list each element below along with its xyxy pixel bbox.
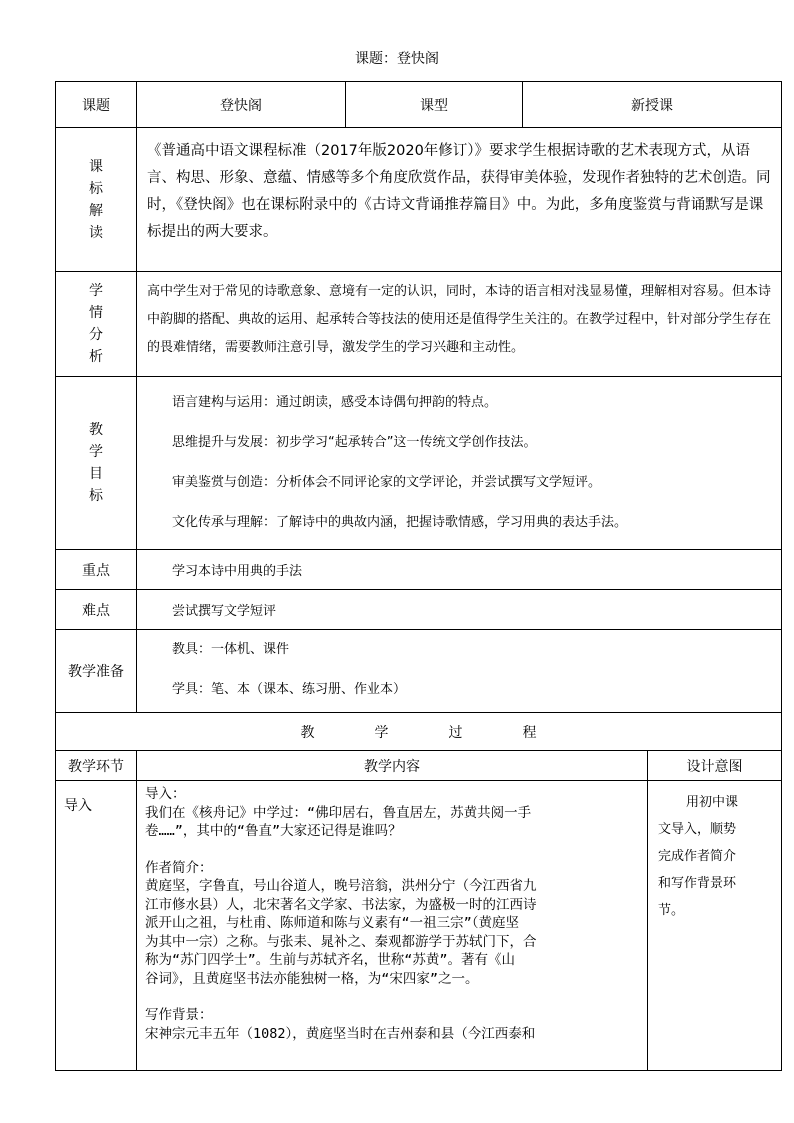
difficulty-text: 尝试撰写文学短评 [137, 590, 782, 630]
preparation-row [56, 630, 782, 713]
process-title-row [56, 713, 782, 751]
preparation-item: 学具：笔、本（课本、练习册、作业本） [172, 682, 407, 697]
preparation-label: 教学准备 [56, 630, 137, 713]
content-header: 教学内容 [137, 751, 648, 781]
topic-value: 登快阁 [137, 82, 346, 128]
key-point-row [56, 550, 782, 590]
goals-row [56, 377, 782, 550]
type-label: 课型 [346, 82, 523, 128]
header-row [56, 82, 782, 128]
intro-content: 导入： 我们在《核舟记》中学过：“佛印居右，鲁直居左，苏黄共阅一手 卷……”，其中的“鲁直”大家还记得是谁吗？ 作者简介： 黄庭坚，字鲁直，号山谷道人，晚号涪翁，洪州分宁（今江西省九 江市修水县）人，北宋著名文学家、书法家，为盛极一时的江西诗 派开山之祖，与杜甫、陈师道和陈与义素有“一祖三宗”（黄庭坚 为其中一宗）之称。与张耒、晁补之、秦观都游学于苏轼门下，合 称为“苏门四学士”。生前与苏轼齐名，世称“苏黄”。著有《山 谷词》，且黄庭坚书法亦能独树一格，为“宋四家”之一。 写作背景： 宋神宗元丰五年（1082），黄庭坚当时在吉州泰和县（今江西泰和 [137, 781, 648, 1071]
page-title: 课题：登快阁 [355, 51, 439, 67]
type-value: 新授课 [523, 82, 782, 128]
difficulty-row [56, 590, 782, 630]
key-point-text: 学习本诗中用典的手法 [137, 550, 782, 590]
goal-item: 文化传承与理解：了解诗中的典故内涵，把握诗歌情感，学习用典的表达手法。 [172, 515, 628, 530]
student-row [56, 272, 782, 377]
goal-item: 审美鉴赏与创造：分析体会不同评论家的文学评论，并尝试撰写文学短评。 [172, 475, 602, 490]
intent-header: 设计意图 [648, 751, 782, 781]
lesson-plan-table [55, 81, 782, 1071]
goals-label: 教 学 目 标 [56, 377, 137, 550]
goal-item: 思维提升与发展：初步学习“起承转合”这一传统文学创作技法。 [172, 435, 537, 450]
preparation-item: 教具：一体机、课件 [172, 642, 290, 657]
intro-stage: 导入 [56, 781, 137, 1071]
goal-item: 语言建构与运用：通过朗读，感受本诗偶句押韵的特点。 [172, 395, 498, 410]
goals-list [137, 377, 782, 550]
difficulty-label: 难点 [56, 590, 137, 630]
stage-header: 教学环节 [56, 751, 137, 781]
key-point-label: 重点 [56, 550, 137, 590]
student-label: 学 情 分 析 [56, 272, 137, 377]
intro-row [56, 781, 782, 1071]
process-title: 教 学 过 程 [56, 713, 782, 751]
curriculum-label: 课 标 解 读 [56, 128, 137, 272]
process-header-row [56, 751, 782, 781]
curriculum-row [56, 128, 782, 272]
student-text: 高中学生对于常见的诗歌意象、意境有一定的认识，同时，本诗的语言相对浅显易懂，理解相对容易。但本诗中韵脚的搭配、典故的运用、起承转合等技法的使用还是值得学生关注的。在教学过程中，针对部分学生存在的畏难情绪，需要教师注意引导，激发学生的学习兴趣和主动性。 [137, 272, 782, 377]
preparation-list [137, 630, 782, 713]
topic-label: 课题 [56, 82, 137, 128]
curriculum-text: 《普通高中语文课程标准（2017年版2020年修订）》要求学生根据诗歌的艺术表现方式，从语言、构思、形象、意蕴、情感等多个角度欣赏作品，获得审美体验，发现作者独特的艺术创造。同时，《登快阁》也在课标附录中的《古诗文背诵推荐篇目》中。为此，多角度鉴赏与背诵默写是课标提出的两大要求。 [137, 128, 782, 272]
intro-intent: 用初中课 文导入，顺势 完成作者简介 和写作背景环 节。 [648, 781, 782, 1071]
